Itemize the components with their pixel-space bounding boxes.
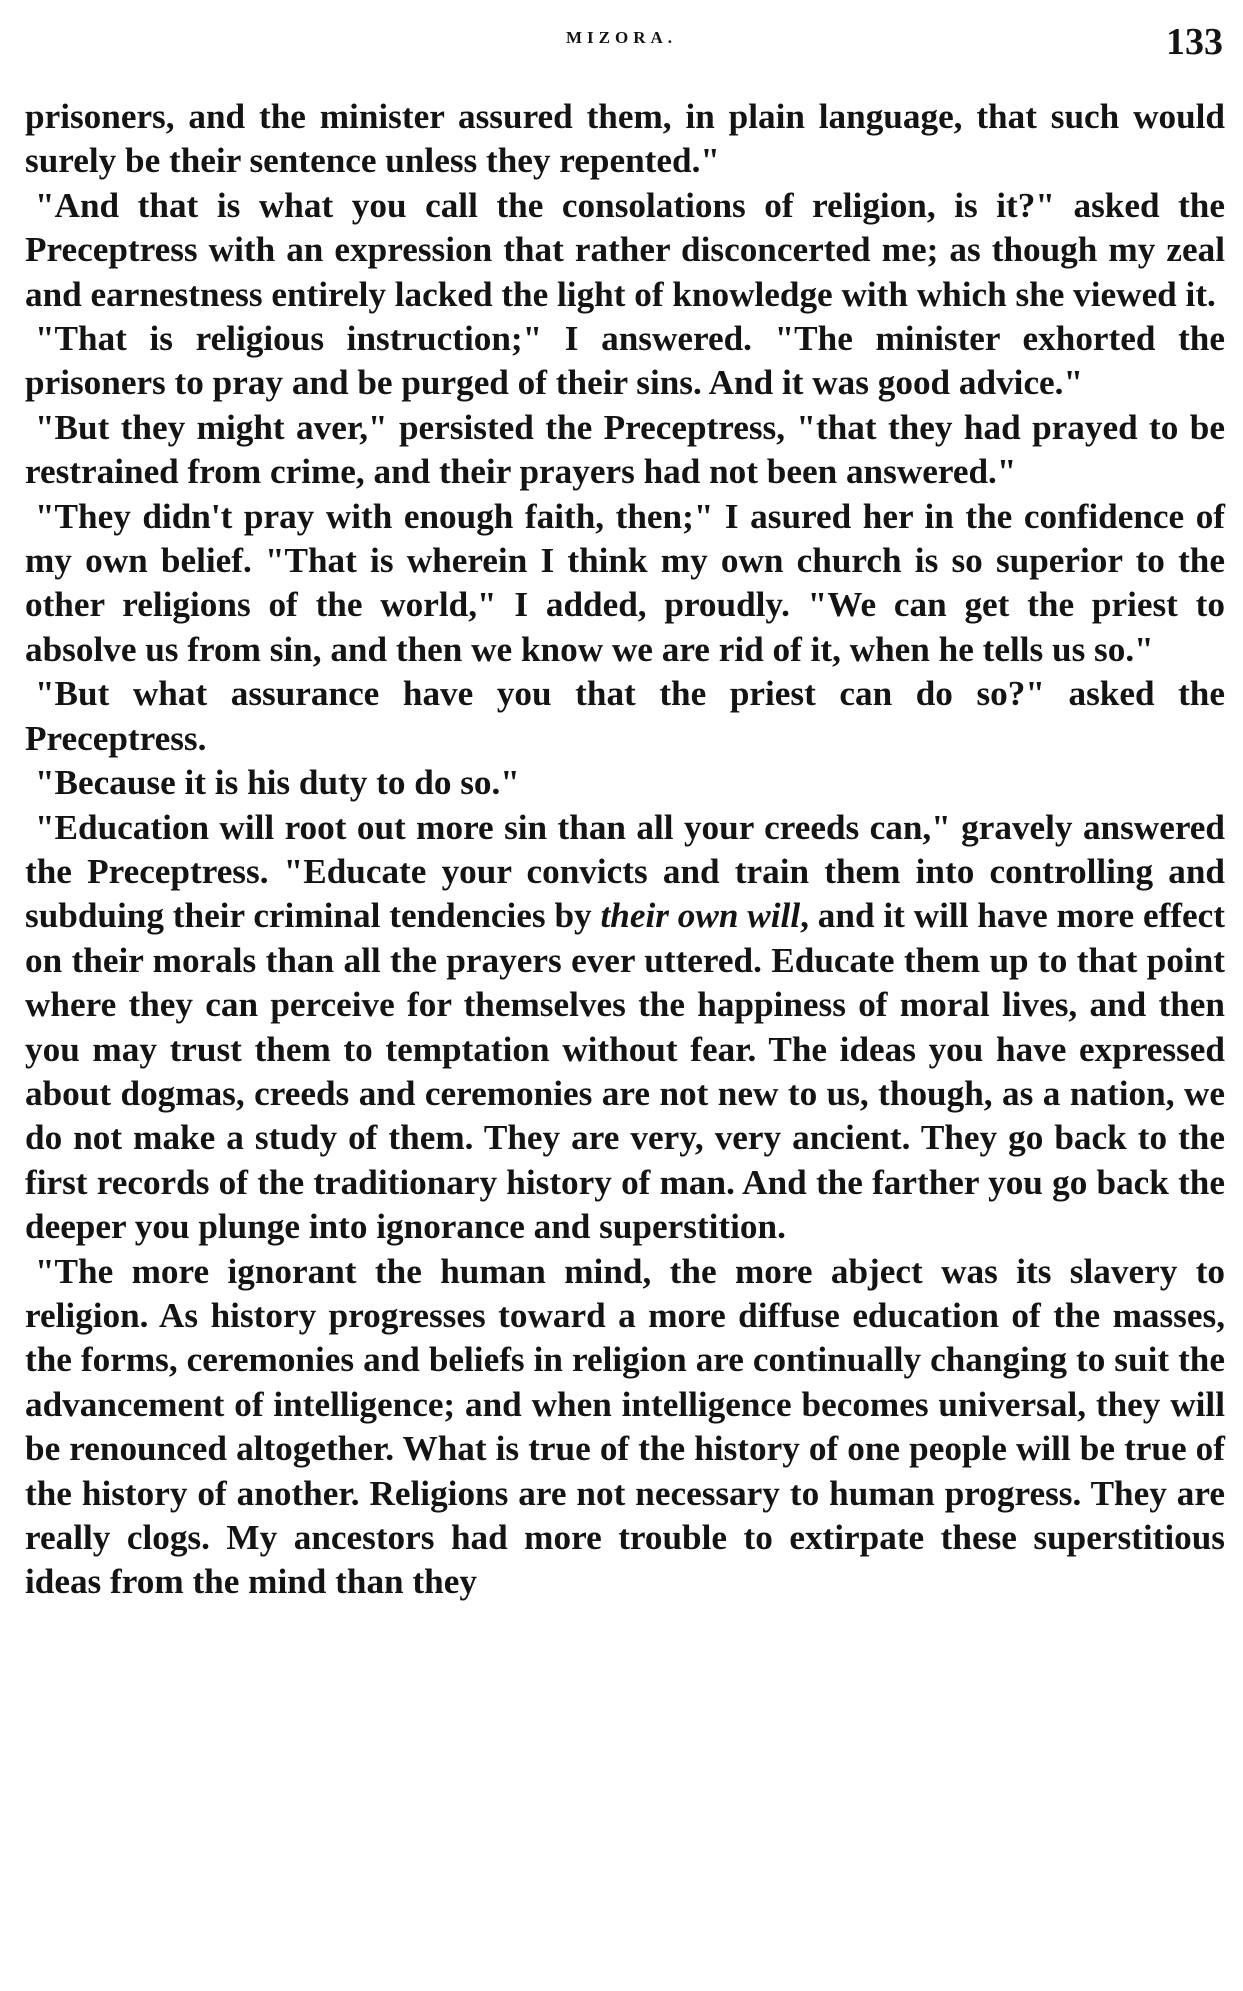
paragraph: "But what assurance have you that the priest can do so?" asked the Preceptress. (25, 674, 1225, 758)
running-title: MIZORA. (565, 28, 678, 47)
paragraph-text-before-emphasis: "Education will root out more sin than all your creeds can," gravely answered the Preceptress. "Educate your convicts and train them into controlling and subduing their criminal tendencies by (25, 807, 1225, 936)
paragraph: prisoners, and the minister assured them, in plain language, that such would surely be their sentence unless they repented." (25, 97, 1225, 181)
paragraph: "Because it is his duty to do so." (35, 763, 520, 803)
paragraph: "That is religious instruction;" I answered. "The minister exhorted the prisoners to pray and be purged of their sins. And it was good advice." (25, 319, 1225, 403)
paragraph: "But they might aver," persisted the Preceptress, "that they had prayed to be restrained from crime, and their prayers had not been answered." (25, 407, 1225, 492)
page-number: 133 (1166, 21, 1223, 63)
body-text (25, 95, 1225, 1605)
paragraph: "And that is what you call the consolations of religion, is it?" asked the Preceptress with an expression that rather disconcerted me; as though my zeal and earnestness entirely lacked the light of knowledge with which she viewed it. (25, 185, 1225, 314)
paragraph: "They didn't pray with enough faith, then;" I asured her in the confidence of my own belief. "That is wherein I think my own church is so superior to the other religions of the world," I added, proudly. "We can get the priest to absolve us from sin, and then we know we are rid of it, when he tells us so." (25, 496, 1225, 669)
paragraph: "The more ignorant the human mind, the more abject was its slavery to religion. As history progresses toward a more diffuse education of the masses, the forms, ceremonies and beliefs in religion are continually changing to suit the advancement of intelligence; and when intelligence becomes universal, they will be renounced altogether. What is true of the history of one people will be true of the history of another. Religions are not necessary to human progress. They are really clogs. My ancestors had more trouble to extirpate these superstitious ideas from the mind than they (25, 1251, 1225, 1602)
paragraph-text-after-emphasis: , and it will have more effect on their morals than all the prayers ever uttered. Educate them up to that point where they can perceive for themselves the happiness of moral lives, and then you may trust them to temptation without fear. The ideas you have expressed about dogmas, creeds and ceremonies are not new to us, though, as a nation, we do not make a study of them. They are very, very ancient. They go back to the first records of the traditionary history of man. And the farther you go back the deeper you plunge into ignorance and superstition. (25, 896, 1225, 1247)
running-head (0, 22, 1243, 62)
emphasized-text: their own will (600, 896, 801, 936)
paragraph (25, 806, 1225, 1250)
